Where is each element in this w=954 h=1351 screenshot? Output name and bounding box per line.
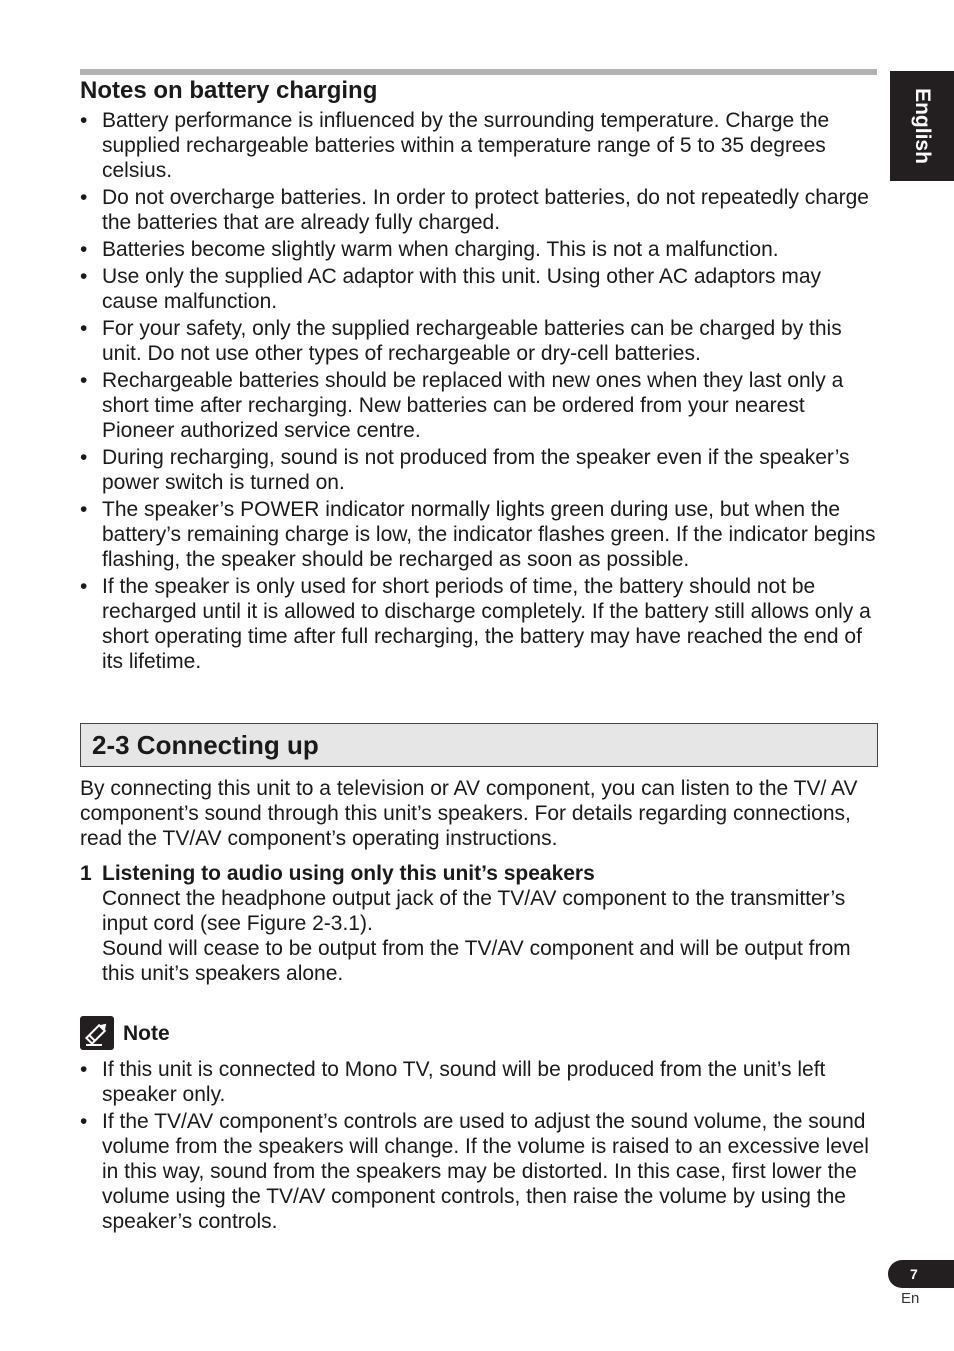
bullet-icon: • [80, 498, 88, 521]
step-title: Listening to audio using only this unit’s speakers [102, 862, 595, 885]
bullet-icon: • [80, 575, 88, 598]
bullet-icon: • [80, 1058, 88, 1081]
battery-notes-list [80, 108, 877, 676]
top-divider [80, 69, 877, 75]
bullet-icon: • [80, 186, 88, 209]
page-number: 7 [910, 1266, 918, 1282]
page-language: En [901, 1290, 920, 1307]
list-item: • Batteries become slightly warm when charging. This is not a malfunction. [80, 238, 779, 261]
list-item: • Do not overcharge batteries. In order to protect batteries, do not repeatedly charge the batteries that are already fully charged. [80, 186, 869, 234]
list-item: • During recharging, sound is not produced from the speaker even if the speaker’s power switch is turned on. [80, 446, 850, 494]
page-number-tab [888, 1260, 954, 1288]
bullet-icon: • [80, 1110, 88, 1133]
bullet-icon: • [80, 446, 88, 469]
step-1 [80, 861, 880, 986]
list-item: • Rechargeable batteries should be replaced with new ones when they last only a short time after recharging. New batteries can be ordered from your nearest Pioneer authorized service centre. [80, 369, 844, 442]
list-item: • Battery performance is influenced by the surrounding temperature. Charge the supplied rechargeable batteries within a temperature range of 5 to 35 degrees celsius. [80, 109, 830, 182]
bullet-icon: • [80, 265, 88, 288]
language-tab-label: English [911, 88, 934, 164]
step-paragraph: Connect the headphone output jack of the TV/AV component to the transmitter’s input cord (see Figure 2-3.1). [102, 887, 846, 935]
list-item: • If this unit is connected to Mono TV, sound will be produced from the unit’s left speaker only. [80, 1058, 826, 1106]
language-tab [890, 71, 954, 181]
note-list [80, 1057, 877, 1236]
bullet-icon: • [80, 238, 88, 261]
section-header [80, 723, 878, 767]
bullet-icon: • [80, 369, 88, 392]
section-intro: By connecting this unit to a television or AV component, you can listen to the TV/ AV component’s sound through this unit’s speakers. For details regarding connections, read the TV/AV component’s operating instructions. [80, 777, 858, 850]
section-title: 2-3 Connecting up [92, 730, 319, 760]
bullet-icon: • [80, 109, 88, 132]
step-number: 1 [80, 862, 92, 885]
bullet-icon: • [80, 317, 88, 340]
note-label: Note [123, 1022, 170, 1045]
list-item: • If the speaker is only used for short periods of time, the battery should not be recharged until it is allowed to discharge completely. If the battery still allows only a short operating time after full recharging, the battery may have reached the end of its lifetime. [80, 575, 871, 673]
list-item: • If the TV/AV component’s controls are used to adjust the sound volume, the sound volume from the speakers will change. If the volume is raised to an excessive level in this way, sound from the speakers may be distorted. In this case, first lower the volume using the TV/AV component controls, then raise the volume by using the speaker’s controls. [80, 1110, 869, 1233]
pencil-icon [80, 1016, 114, 1050]
list-item: • The speaker’s POWER indicator normally lights green during use, but when the battery’s remaining charge is low, the indicator flashes green. If the indicator begins flashing, the speaker should be recharged as soon as possible. [80, 498, 876, 571]
step-paragraph: Sound will cease to be output from the TV/AV component and will be output from this unit’s speakers alone. [102, 937, 851, 985]
list-item: • For your safety, only the supplied rechargeable batteries can be charged by this unit. Do not use other types of rechargeable or dry-cell batteries. [80, 317, 842, 365]
battery-notes-heading: Notes on battery charging [80, 77, 378, 104]
list-item: • Use only the supplied AC adaptor with this unit. Using other AC adaptors may cause malfunction. [80, 265, 822, 313]
